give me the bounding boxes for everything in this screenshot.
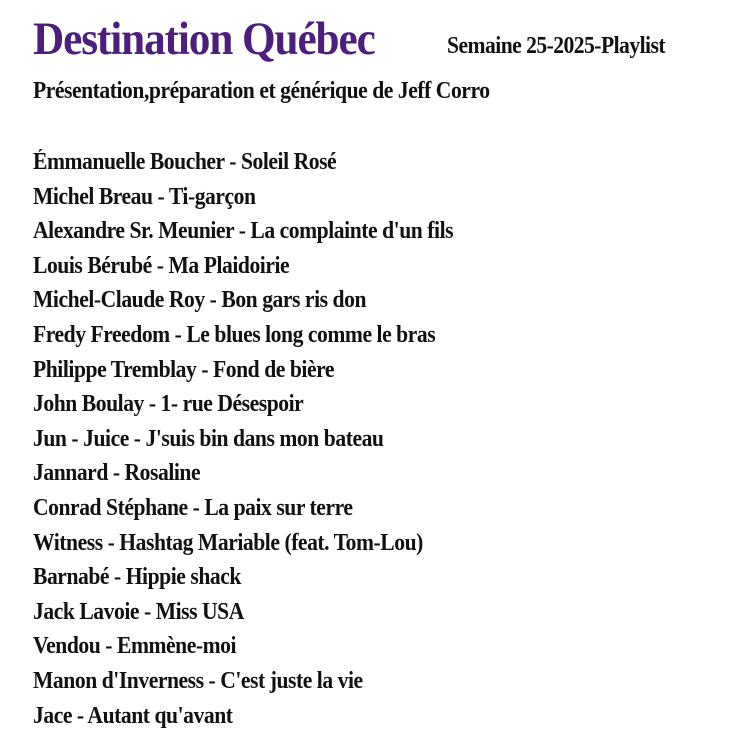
- playlist: [33, 145, 500, 733]
- list-item: Louis Bérubé - Ma Plaidoirie: [33, 252, 290, 279]
- list-item: Jannard - Rosaline: [33, 460, 201, 487]
- list-item: Émmanuelle Boucher - Soleil Rosé: [33, 149, 337, 175]
- list-item: Conrad Stéphane - La paix sur terre: [33, 494, 353, 521]
- list-item: Jun - Juice - J'suis bin dans mon bateau: [33, 425, 384, 452]
- list-item: Michel-Claude Roy - Bon gars ris don: [33, 287, 367, 314]
- list-item: Alexandre Sr. Meunier - La complainte d'un fils: [33, 218, 454, 245]
- list-item: Witness - Hashtag Mariable (feat. Tom-Lou): [33, 529, 423, 556]
- list-item: Jack Lavoie - Miss USA: [33, 598, 244, 625]
- list-item: Vendou - Emmène-moi: [33, 633, 237, 660]
- list-item: Manon d'Inverness - C'est juste la vie: [33, 667, 363, 694]
- week-label: Semaine 25-2025-Playlist: [447, 33, 666, 59]
- subtitle: Présentation,préparation et générique de Jeff Corro: [33, 78, 490, 104]
- list-item: Jace - Autant qu'avant: [33, 702, 233, 729]
- list-item: John Boulay - 1- rue Désespoir: [33, 391, 304, 418]
- list-item: Michel Breau - Ti-garçon: [33, 183, 256, 210]
- page-title: Destination Québec: [33, 13, 375, 65]
- list-item: Fredy Freedom - Le blues long comme le bras: [33, 321, 436, 348]
- list-item: Philippe Tremblay - Fond de bière: [33, 356, 334, 383]
- list-item: Barnabé - Hippie shack: [33, 564, 241, 591]
- header: [33, 12, 404, 66]
